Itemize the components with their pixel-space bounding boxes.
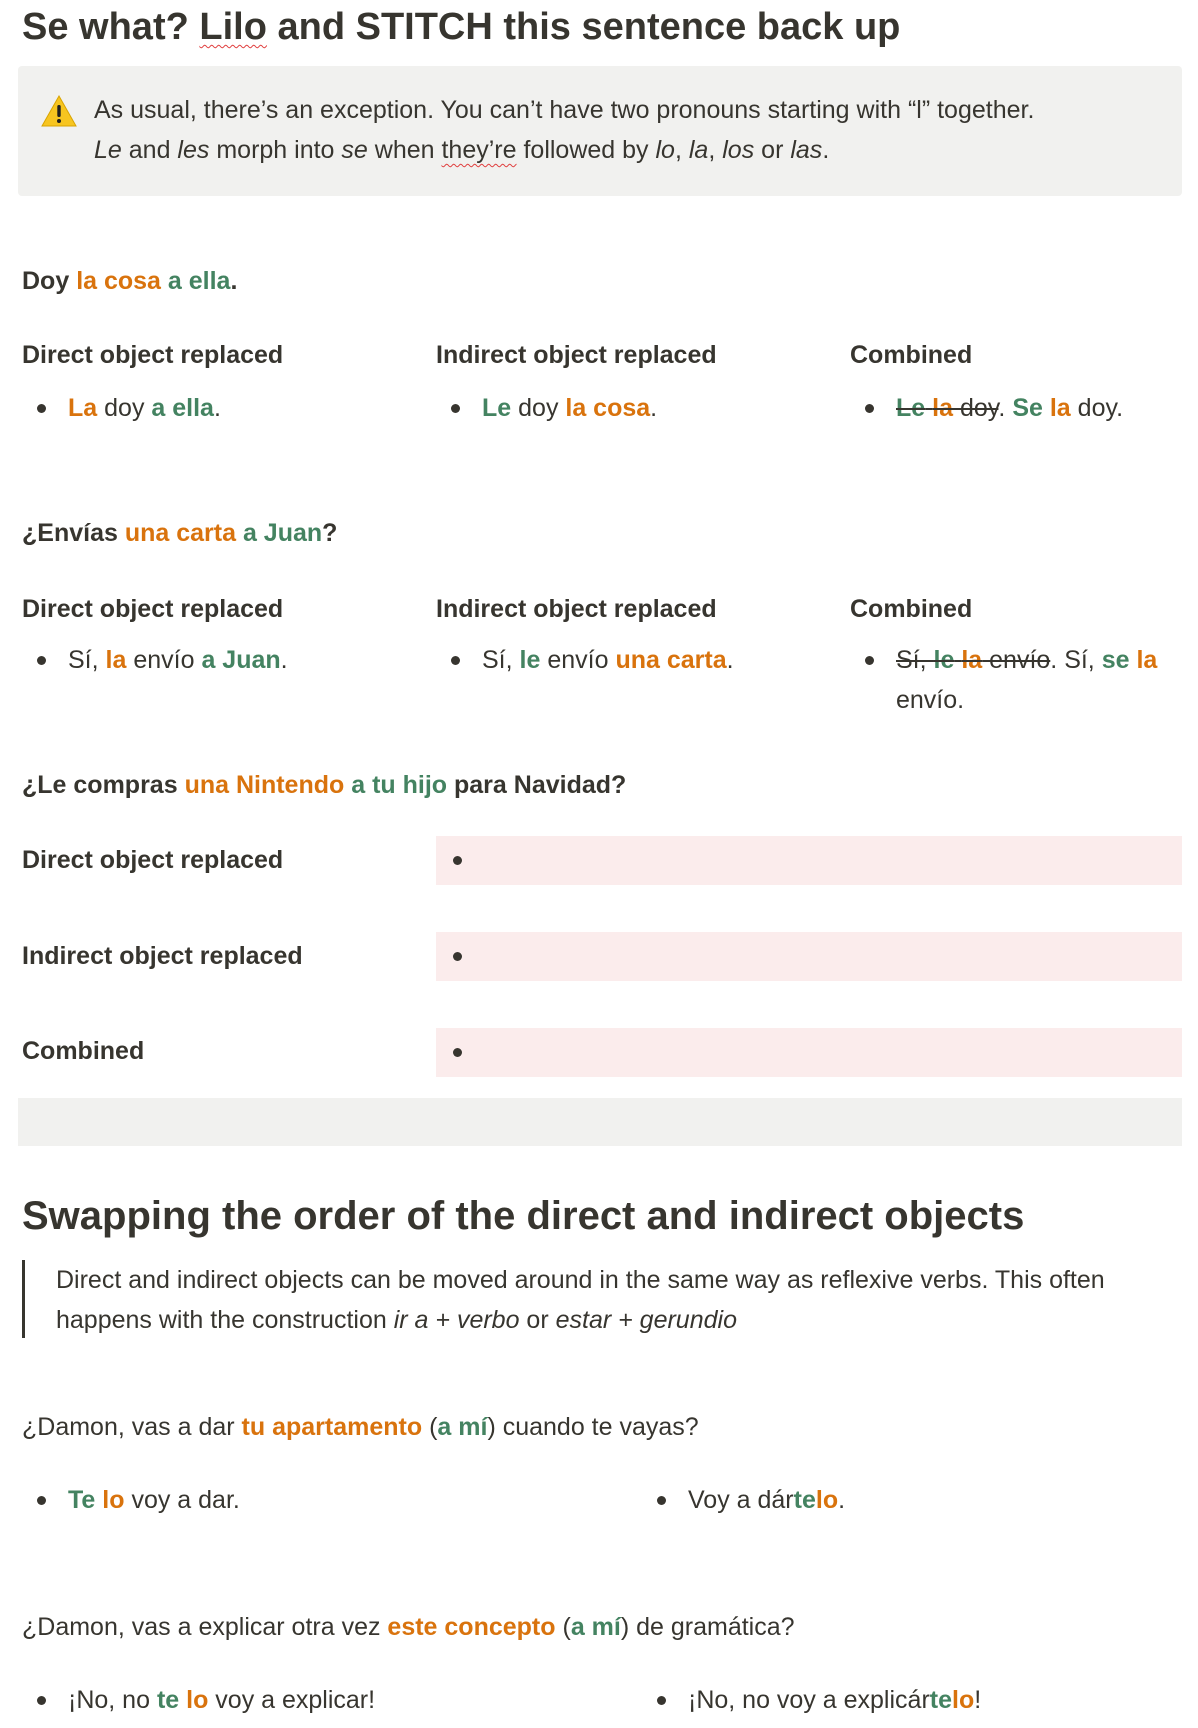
list-item: Sí, le envío una carta. bbox=[436, 640, 734, 680]
list-item: Voy a dártelo. bbox=[642, 1480, 845, 1520]
answer-combined-field[interactable] bbox=[436, 1028, 1182, 1077]
section-heading: Swapping the order of the direct and indirect objects bbox=[22, 1194, 1025, 1238]
bullet bbox=[453, 952, 462, 961]
example-3-sentence: ¿Le compras una Nintendo a tu hijo para Navidad? bbox=[22, 771, 627, 799]
list-item: Te lo voy a dar. bbox=[22, 1480, 240, 1520]
warning-icon bbox=[40, 94, 78, 128]
bullet bbox=[453, 856, 462, 865]
header-indirect-3: Indirect object replaced bbox=[22, 942, 303, 970]
header-direct-1: Direct object replaced bbox=[22, 341, 284, 369]
example-1-sentence: Doy la cosa a ella. bbox=[22, 267, 238, 295]
answer-indirect-field[interactable] bbox=[436, 932, 1182, 981]
list-item: Le doy la cosa. bbox=[436, 388, 657, 428]
header-combined-1: Combined bbox=[850, 341, 973, 369]
blockquote bbox=[22, 1260, 1185, 1338]
callout-text: As usual, there’s an exception. You can’t have two pronouns starting with “l” together. Le and les morph into se when they’re followed by lo, la, los or las. bbox=[94, 96, 1035, 164]
example-2-sentence: ¿Envías una carta a Juan? bbox=[22, 519, 338, 547]
answer-direct-field[interactable] bbox=[436, 836, 1182, 885]
warning-callout bbox=[18, 66, 1182, 196]
example-5-sentence: ¿Damon, vas a explicar otra vez este concepto (a mí) de gramática? bbox=[22, 1613, 795, 1641]
divider-block bbox=[18, 1098, 1182, 1146]
header-combined-3: Combined bbox=[22, 1037, 145, 1065]
list-item: La doy a ella. bbox=[22, 388, 221, 428]
header-combined-2: Combined bbox=[850, 595, 973, 623]
header-direct-3: Direct object replaced bbox=[22, 846, 284, 874]
header-indirect-1: Indirect object replaced bbox=[436, 341, 717, 369]
list-item: ¡No, no te lo voy a explicar! bbox=[22, 1680, 375, 1720]
header-indirect-2: Indirect object replaced bbox=[436, 595, 717, 623]
quote-text: Direct and indirect objects can be moved around in the same way as reflexive verbs. This often happens with the construction ir a + verbo or estar + gerundio bbox=[56, 1266, 1105, 1334]
page-title: Se what? Lilo and STITCH this sentence back up bbox=[22, 6, 901, 48]
header-direct-2: Direct object replaced bbox=[22, 595, 284, 623]
list-item: Sí, la envío a Juan. bbox=[22, 640, 288, 680]
list-item: ¡No, no voy a explicártelo! bbox=[642, 1680, 981, 1720]
list-item: Sí, le la envío. Sí, se la envío. bbox=[850, 640, 1182, 720]
bullet bbox=[453, 1048, 462, 1057]
example-4-sentence: ¿Damon, vas a dar tu apartamento (a mí) cuando te vayas? bbox=[22, 1413, 699, 1441]
list-item: Le la doy. Se la doy. bbox=[850, 388, 1123, 428]
